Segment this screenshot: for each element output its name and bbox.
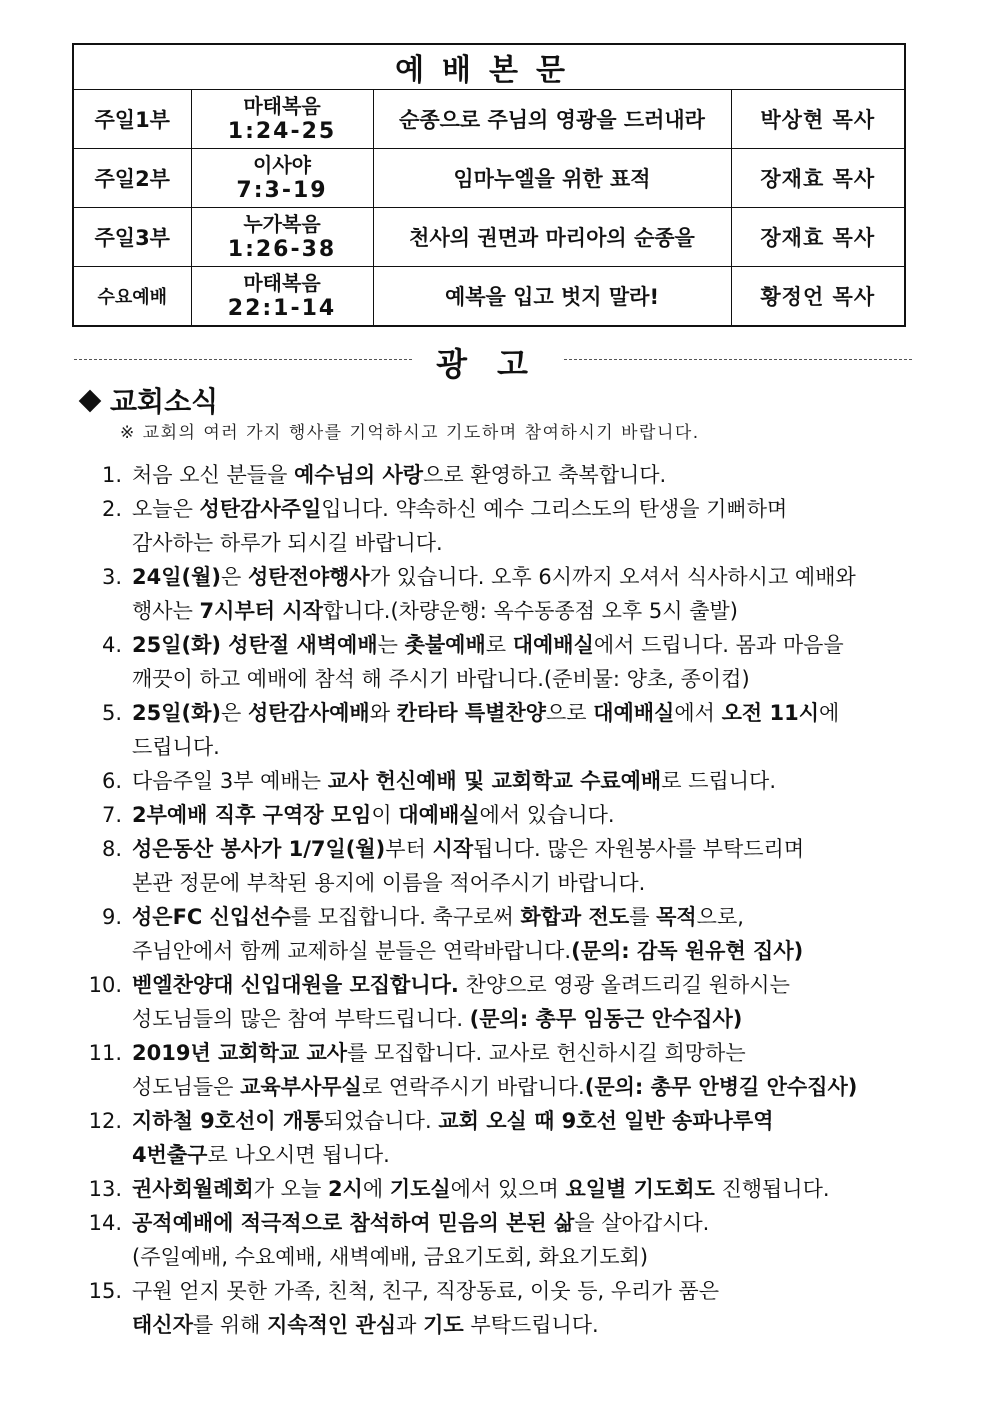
announcement-item [72, 1036, 922, 1104]
item-text [128, 764, 922, 798]
item-number: 11. [88, 1041, 122, 1065]
emphasis-text: 교회 오실 때 9호선 일반 송파나루역 [438, 1109, 774, 1133]
item-text [128, 696, 922, 764]
item-line [132, 1070, 922, 1104]
plain-text: 진행됩니다. [714, 1177, 830, 1201]
emphasis-text: 성탄감사주일 [199, 497, 322, 521]
emphasis-text: 목적 [656, 905, 697, 929]
plain-text: (주일예배, 수요예배, 새벽예배, 금요기도회, 화요기도회) [132, 1245, 649, 1269]
plain-text: 를 모집합니다. 교사로 헌신하시길 희망하는 [347, 1041, 746, 1065]
item-line [132, 798, 922, 832]
item-text [128, 1172, 922, 1206]
item-line [132, 628, 922, 662]
item-text [128, 1206, 922, 1274]
section-heading [76, 380, 218, 420]
plain-text: 로 나오시면 됩니다. [207, 1143, 390, 1167]
item-number: 7. [101, 803, 122, 827]
sermon-title: 임마누엘을 위한 표적 [373, 149, 731, 208]
plain-text: 가 오늘 [253, 1177, 328, 1201]
item-line [132, 696, 922, 730]
preacher: 장재효 목사 [731, 149, 905, 208]
scripture-book: 이사야 [253, 153, 311, 177]
announcement-item [72, 764, 922, 798]
item-line [132, 968, 922, 1002]
worship-schedule-table [72, 43, 906, 327]
plain-text: 를 위해 [192, 1313, 268, 1337]
preacher: 장재효 목사 [731, 208, 905, 267]
plain-text: 는 [377, 633, 405, 657]
item-number: 14. [88, 1211, 122, 1235]
emphasis-text: 성탄감사예배 [247, 701, 370, 725]
plain-text: 부탁드립니다. [463, 1313, 599, 1337]
plain-text: 을 살아갑시다. [574, 1211, 710, 1235]
plain-text: 깨끗이 하고 예배에 참석 해 주시기 바랍니다.(준비물: 양초, 종이컵) [132, 667, 750, 691]
plain-text: 다음주일 3부 예배는 [132, 769, 328, 793]
item-line [132, 594, 922, 628]
announcement-item [72, 900, 922, 968]
item-line [132, 764, 922, 798]
scripture-passage [191, 90, 373, 149]
sermon-title: 순종으로 주님의 영광을 드러내라 [373, 90, 731, 149]
emphasis-text: 교육부사무실 [240, 1075, 362, 1099]
emphasis-text: 25일(화) 성탄절 새벽예배 [132, 633, 378, 657]
item-number: 1. [101, 463, 122, 487]
scripture-passage [191, 208, 373, 267]
item-line [132, 1172, 922, 1206]
announcement-item [72, 458, 922, 492]
announcement-item [72, 1274, 922, 1342]
announcement-list [72, 458, 922, 1342]
plain-text: 으로 환영하고 축복합니다. [423, 463, 667, 487]
plain-text: 에 [819, 701, 840, 725]
emphasis-text: 칸타타 특별찬양 [396, 701, 546, 725]
plain-text: 부터 [385, 837, 433, 861]
announcement-item [72, 968, 922, 1036]
item-number: 15. [88, 1279, 122, 1303]
plain-text: 찬양으로 영광 올려드리길 원하시는 [458, 973, 790, 997]
emphasis-text: 25일(화) [132, 701, 221, 725]
item-text [128, 968, 922, 1036]
scripture-passage [191, 149, 373, 208]
announcement-item [72, 1206, 922, 1274]
item-line [132, 1240, 922, 1274]
plain-text: 에서 드립니다. 몸과 마음을 [593, 633, 844, 657]
emphasis-text: 오전 11시 [721, 701, 820, 725]
item-number: 10. [88, 973, 122, 997]
scripture-book: 마태복음 [243, 94, 321, 118]
item-number: 2. [101, 497, 122, 521]
plain-text: 오늘은 [132, 497, 200, 521]
item-number: 8. [101, 837, 122, 861]
emphasis-text: 예수님의 사랑 [294, 463, 424, 487]
item-number: 12. [88, 1109, 122, 1133]
item-line [132, 1104, 922, 1138]
emphasis-text: 지속적인 관심 [267, 1313, 397, 1337]
item-text [128, 458, 922, 492]
item-number: 3. [101, 565, 122, 589]
announcements-title: 광고 [436, 345, 558, 383]
item-line [132, 866, 922, 900]
item-text [128, 798, 922, 832]
announcement-item [72, 492, 922, 560]
scripture-book: 마태복음 [243, 271, 321, 295]
plain-text: 으로 [545, 701, 594, 725]
announcement-item [72, 696, 922, 764]
scripture-ref: 1:26-38 [227, 237, 337, 262]
plain-text: 이 [371, 803, 399, 827]
plain-text: 에서 [674, 701, 722, 725]
service-name: 수요예배 [73, 267, 191, 327]
emphasis-text: 2부예배 직후 구역장 모임 [132, 803, 372, 827]
plain-text: 를 [629, 905, 657, 929]
plain-text: 를 모집합니다. 축구로써 [290, 905, 521, 929]
emphasis-text: 촛불예배 [404, 633, 486, 657]
item-line [132, 526, 922, 560]
plain-text: 으로, [696, 905, 744, 929]
emphasis-text: 교사 헌신예배 및 교회학교 수료예배 [327, 769, 662, 793]
service-name: 주일2부 [73, 149, 191, 208]
plain-text: 됩니다. 많은 자원봉사를 부탁드리며 [473, 837, 805, 861]
sermon-title: 예복을 입고 벗지 말라! [373, 267, 731, 327]
scripture-ref: 22:1-14 [227, 296, 337, 321]
announcement-item [72, 1104, 922, 1172]
emphasis-text: 지하철 9호선이 개통 [132, 1109, 324, 1133]
item-number: 6. [101, 769, 122, 793]
plain-text: 구원 얻지 못한 가족, 친척, 친구, 직장동료, 이웃 등, 우리가 품은 [132, 1279, 719, 1303]
plain-text: 은 [221, 565, 248, 589]
plain-text: 에 [362, 1177, 390, 1201]
plain-text: 성도님들의 많은 참여 부탁드립니다. [132, 1007, 470, 1031]
emphasis-text: 대예배실 [512, 633, 594, 657]
item-line [132, 1206, 922, 1240]
plain-text: 드립니다. [132, 735, 220, 759]
emphasis-text: 4번출구 [132, 1143, 208, 1167]
item-line [132, 492, 922, 526]
schedule-row [73, 90, 905, 149]
emphasis-text: 성은FC 신입선수 [132, 905, 291, 929]
item-line [132, 458, 922, 492]
emphasis-text: (문의: 감독 원유현 집사) [571, 939, 804, 963]
preacher: 박상현 목사 [731, 90, 905, 149]
item-line [132, 1274, 922, 1308]
emphasis-text: 대예배실 [593, 701, 675, 725]
dashed-divider [74, 359, 412, 360]
plain-text: 처음 오신 분들을 [132, 463, 295, 487]
announcement-item [72, 1172, 922, 1206]
schedule-row [73, 267, 905, 327]
plain-text: 되었습니다. [323, 1109, 439, 1133]
scripture-ref: 1:24-25 [227, 119, 337, 144]
plain-text: 가 있습니다. 오후 6시까지 오셔서 식사하시고 예배와 [369, 565, 856, 589]
sermon-title: 천사의 권면과 마리아의 순종을 [373, 208, 731, 267]
schedule-row [73, 149, 905, 208]
service-name: 주일3부 [73, 208, 191, 267]
emphasis-text: 대예배실 [398, 803, 480, 827]
emphasis-text: 공적예배에 적극적으로 참석하여 믿음의 본된 삶 [132, 1211, 575, 1235]
item-line [132, 934, 922, 968]
item-text [128, 628, 922, 696]
emphasis-text: 요일별 기도회도 [565, 1177, 715, 1201]
announcement-item [72, 832, 922, 900]
plain-text: 행사는 [132, 599, 200, 623]
announcements-header [74, 341, 912, 383]
preacher: 황정언 목사 [731, 267, 905, 327]
scripture-ref: 7:3-19 [236, 178, 328, 203]
item-text [128, 1036, 922, 1104]
emphasis-text: 태신자 [132, 1313, 193, 1337]
emphasis-text: 7시부터 시작 [199, 599, 323, 623]
plain-text: 주님안에서 함께 교제하실 분들은 연락바랍니다. [132, 939, 572, 963]
plain-text: 은 [221, 701, 248, 725]
item-text [128, 492, 922, 560]
item-line [132, 1002, 922, 1036]
plain-text: 합니다.(차량운행: 옥수동종점 오후 5시 출발) [322, 599, 738, 623]
emphasis-text: (문의: 총무 임동근 안수집사) [469, 1007, 743, 1031]
item-line [132, 832, 922, 866]
item-line [132, 560, 922, 594]
emphasis-text: (문의: 총무 안병길 안수집사) [584, 1075, 858, 1099]
plain-text: 에서 있으며 [450, 1177, 566, 1201]
item-line [132, 900, 922, 934]
diamond-bullet-icon [79, 390, 102, 413]
plain-text: 와 [369, 701, 397, 725]
plain-text: 입니다. 약속하신 예수 그리스도의 탄생을 기뻐하며 [321, 497, 788, 521]
emphasis-text: 기도 [423, 1313, 464, 1337]
item-number: 9. [101, 905, 122, 929]
scripture-book: 누가복음 [243, 212, 321, 236]
plain-text: 본관 정문에 부착된 용지에 이름을 적어주시기 바랍니다. [132, 871, 646, 895]
announcement-item [72, 628, 922, 696]
announcement-item [72, 798, 922, 832]
emphasis-text: 성은동산 봉사가 1/7일(월) [132, 837, 386, 861]
item-number: 13. [88, 1177, 122, 1201]
emphasis-text: 성탄전야행사 [247, 565, 370, 589]
emphasis-text: 2019년 교회학교 교사 [132, 1041, 348, 1065]
announcement-item [72, 560, 922, 628]
plain-text: 성도님들은 [132, 1075, 241, 1099]
service-name: 주일1부 [73, 90, 191, 149]
scripture-passage [191, 267, 373, 327]
plain-text: 과 [396, 1313, 424, 1337]
emphasis-text: 시작 [432, 837, 474, 861]
item-text [128, 900, 922, 968]
emphasis-text: 2시 [327, 1177, 363, 1201]
item-line [132, 1138, 922, 1172]
plain-text: 로 드립니다. [661, 769, 777, 793]
plain-text: 로 [485, 633, 513, 657]
dashed-divider [564, 359, 912, 360]
emphasis-text: 권사회월례회 [132, 1177, 254, 1201]
section-title: 교회소식 [110, 385, 219, 418]
item-text [128, 1274, 922, 1342]
item-line [132, 1036, 922, 1070]
item-text [128, 560, 922, 628]
item-line [132, 730, 922, 764]
item-number: 4. [101, 633, 122, 657]
item-text [128, 1104, 922, 1172]
plain-text: 감사하는 하루가 되시길 바랍니다. [132, 531, 443, 555]
schedule-row [73, 208, 905, 267]
emphasis-text: 화합과 전도 [520, 905, 630, 929]
schedule-header: 예배본문 [73, 44, 905, 90]
emphasis-text: 벧엘찬양대 신입대원을 모집합니다. [132, 973, 459, 997]
item-line [132, 1308, 922, 1342]
plain-text: 로 연락주시기 바랍니다. [361, 1075, 585, 1099]
item-line [132, 662, 922, 696]
emphasis-text: 24일(월) [132, 565, 221, 589]
section-note: ※ 교회의 여러 가지 행사를 기억하시고 기도하며 참여하시기 바랍니다. [120, 423, 700, 443]
plain-text: 에서 있습니다. [479, 803, 615, 827]
item-number: 5. [101, 701, 122, 725]
item-text [128, 832, 922, 900]
emphasis-text: 기도실 [389, 1177, 451, 1201]
